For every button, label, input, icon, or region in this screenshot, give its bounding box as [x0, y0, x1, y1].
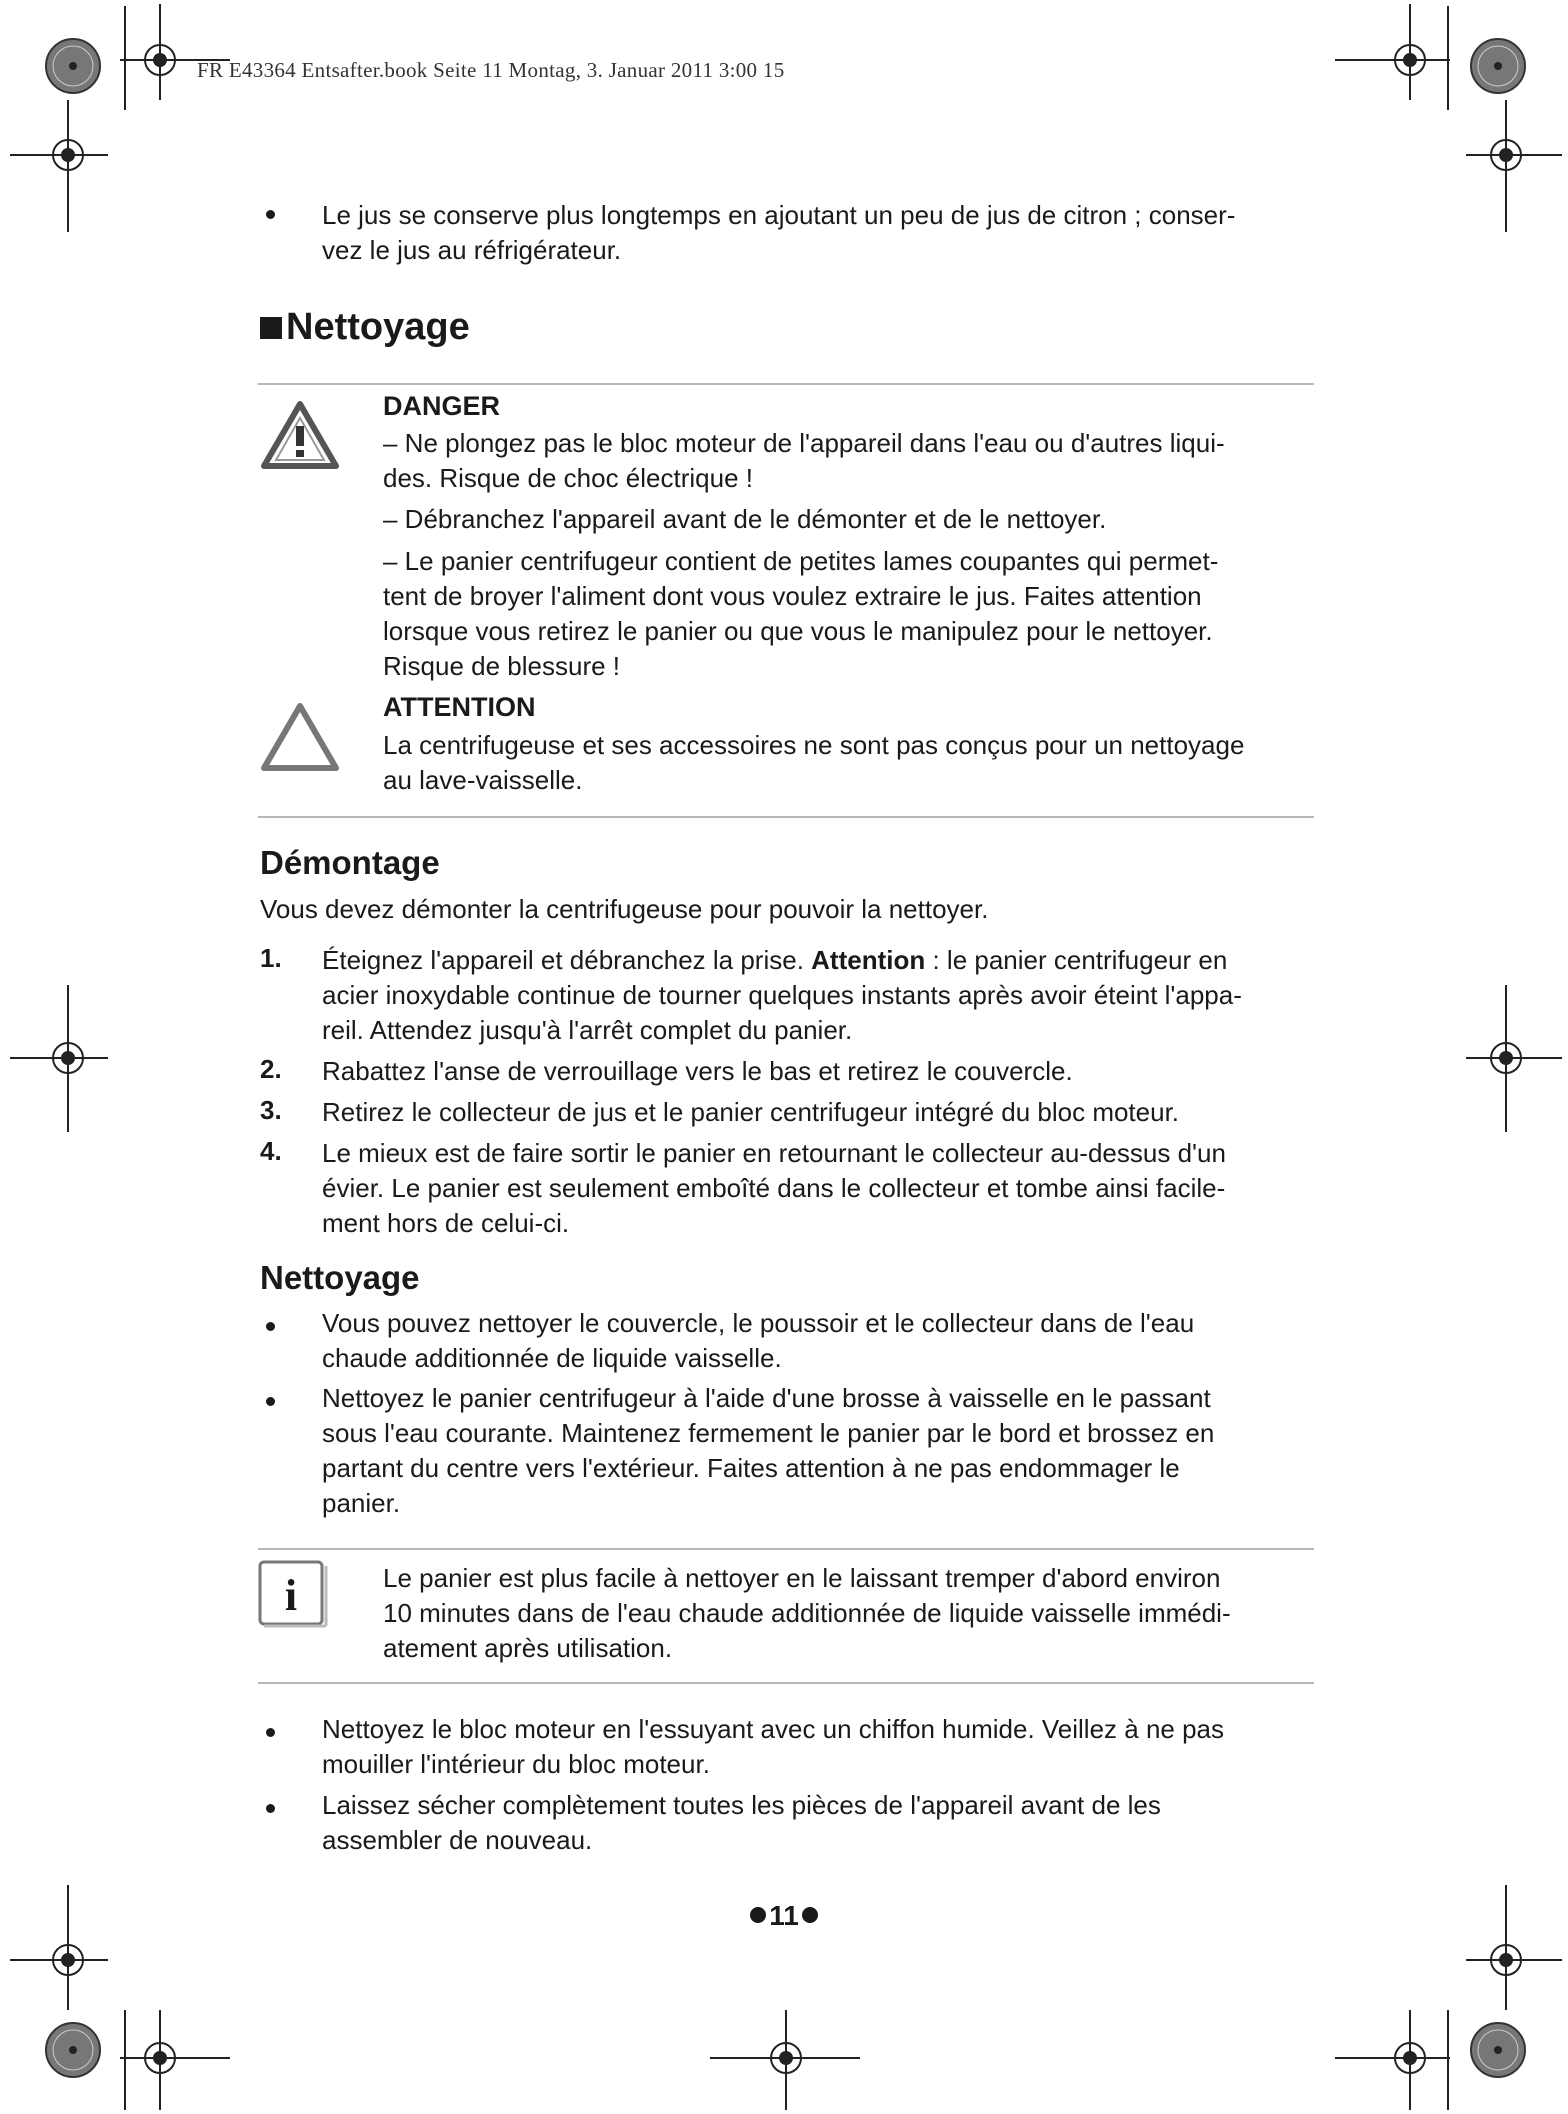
nettoyage-bullet-text: Nettoyez le bloc moteur en l'essuyant avec un chiffon humide. Veillez à ne pas mouiller l'intérieur du bloc moteur.	[322, 1714, 1225, 1779]
dot-icon	[750, 1907, 766, 1923]
danger-item: – Débranchez l'appareil avant de le démonter et de le nettoyer.	[383, 504, 1107, 534]
divider	[258, 816, 1314, 818]
divider	[258, 1548, 1314, 1550]
bullet-dot	[266, 1804, 275, 1813]
bullet-dot	[266, 210, 275, 219]
step-text: Le mieux est de faire sortir le panier en retournant le collecteur au-dessus d'un évier. Le panier est seulement emboîté dans le collecteur et tombe ainsi facile- ment hors de celui-ci.	[322, 1138, 1226, 1238]
step-text: Retirez le collecteur de jus et le panier centrifugeur intégré du bloc moteur.	[322, 1097, 1180, 1127]
danger-item: – Ne plongez pas le bloc moteur de l'appareil dans l'eau ou d'autres liqui- des. Risque de choc électrique !	[383, 428, 1225, 493]
attention-text: La centrifugeuse et ses accessoires ne sont pas conçus pour un nettoyage au lave-vaisselle.	[383, 730, 1245, 795]
step-text: Éteignez l'appareil et débranchez la prise. Attention : le panier centrifugeur en acier inoxydable continue de tourner quelques instants après avoir éteint l'appa- reil. Attendez jusqu'à l'arrêt complet du panier.	[322, 945, 1242, 1045]
svg-text:i: i	[284, 1571, 298, 1620]
bullet-dot	[266, 1728, 275, 1737]
intro-bullet-text: Le jus se conserve plus longtemps en ajoutant un peu de jus de citron ; conser- vez le jus au réfrigérateur.	[322, 200, 1236, 265]
danger-label: DANGER	[383, 391, 501, 421]
warning-triangle-icon	[260, 702, 340, 772]
step-text: Rabattez l'anse de verrouillage vers le bas et retirez le couvercle.	[322, 1056, 1073, 1086]
subsection-title-nettoyage: Nettoyage	[260, 1259, 420, 1296]
demontage-intro: Vous devez démonter la centrifugeuse pour pouvoir la nettoyer.	[260, 894, 989, 924]
section-title-text: Nettoyage	[286, 306, 470, 348]
page-number	[0, 1900, 1568, 1932]
step-emphasis: Attention	[811, 945, 926, 975]
nettoyage-bullet-text: Nettoyez le panier centrifugeur à l'aide d'une brosse à vaisselle en le passant sous l'eau courante. Maintenez fermement le panier par le bord et brossez en partant du centre vers l'extérieur. Faites attention à ne pas endommager le panier.	[322, 1383, 1215, 1518]
subsection-title-demontage: Démontage	[260, 844, 440, 881]
bullet-dot	[266, 1322, 275, 1331]
nettoyage-bullet-text: Vous pouvez nettoyer le couvercle, le poussoir et le collecteur dans de l'eau chaude additionnée de liquide vaisselle.	[322, 1308, 1195, 1373]
nettoyage-bullet-text: Laissez sécher complètement toutes les pièces de l'appareil avant de les assembler de nouveau.	[322, 1790, 1161, 1855]
step-number: 2.	[260, 1054, 282, 1084]
attention-label: ATTENTION	[383, 692, 536, 722]
bullet-dot	[266, 1397, 275, 1406]
step-number: 1.	[260, 943, 282, 973]
square-bullet-icon	[260, 317, 282, 339]
print-header: FR E43364 Entsafter.book Seite 11 Montag, 3. Januar 2011 3:00 15	[197, 58, 785, 82]
step-number: 3.	[260, 1095, 282, 1125]
info-text: Le panier est plus facile à nettoyer en le laissant tremper d'abord environ 10 minutes dans de l'eau chaude additionnée de liquide vaisselle immédi- atement après utilisation.	[383, 1563, 1231, 1663]
dot-icon	[802, 1907, 818, 1923]
danger-item: – Le panier centrifugeur contient de petites lames coupantes qui permet- tent de broyer l'aliment dont vous voulez extraire le jus. Faites attention lorsque vous retirez le panier ou que vous le manipulez pour le nettoyer. Risque de blessure !	[383, 546, 1219, 681]
info-icon	[256, 1558, 328, 1630]
divider	[258, 383, 1314, 385]
page-number-text: 11	[769, 1900, 799, 1931]
step-number: 4.	[260, 1136, 282, 1166]
section-title	[260, 306, 470, 349]
divider	[258, 1682, 1314, 1684]
warning-exclamation-icon	[260, 400, 340, 470]
